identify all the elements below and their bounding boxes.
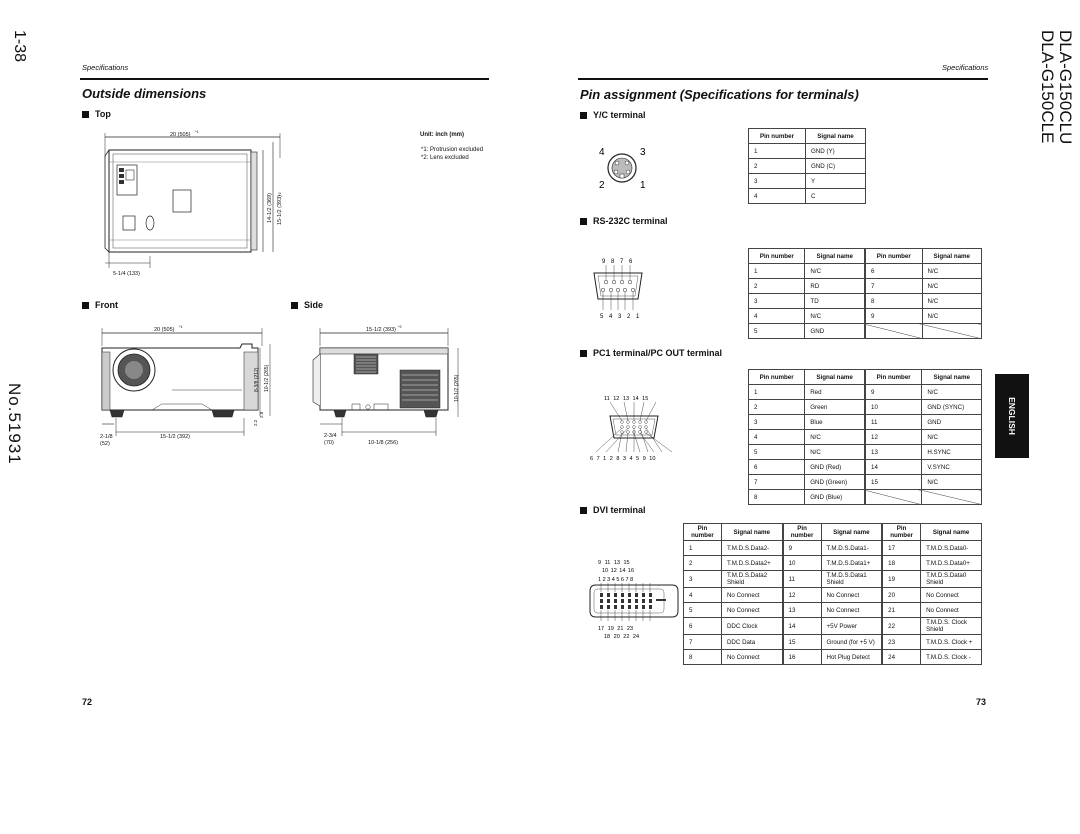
pin-number-cell: 9 [783,541,821,556]
note-protrusion: *1: Protrusion excluded [421,147,484,153]
signal-name-cell [922,490,982,505]
page-reference: 1-38 [11,30,28,63]
left-page-number: 72 [82,697,93,707]
model-name-2: DLA-G150CLE [1038,30,1057,144]
pin-number-cell: 18 [882,556,920,571]
pin-number-cell: 23 [882,635,920,650]
pin-number-cell: 15 [783,635,821,650]
pin-number-cell: 13 [865,445,922,460]
pc1-bottom-pins: 6 7 1 2 8 3 4 5 9 10 [590,456,656,462]
pin-number-cell: 5 [684,603,722,618]
pin-number-cell: 3 [749,174,806,189]
front-view-heading [82,300,118,310]
bullet-square-icon [82,111,89,118]
table-row [684,541,982,556]
front-width-sup: *1 [179,324,183,329]
pc1-connector-diagram [586,392,682,464]
pin-number-cell: 1 [749,144,806,159]
english-language-tab [995,374,1029,458]
signal-name-cell: No Connect [821,603,882,618]
top-width-dim: 20 (505) [170,132,191,138]
pin-number-cell: 4 [749,430,805,445]
table-row [749,279,982,294]
table-row [749,490,982,505]
pin-number-cell: 1 [684,541,722,556]
signal-name-cell: V.SYNC [922,460,982,475]
pin-number-cell: 9 [865,385,922,400]
table-row [749,264,982,279]
dvi-pin-row-4: 17 19 21 23 [598,626,634,632]
signal-name-cell: RD [805,279,865,294]
pc1-label: PC1 terminal/PC OUT terminal [593,348,723,358]
signal-name-cell: N/C [922,309,981,324]
signal-name-cell: No Connect [721,603,782,618]
top-width-sup: *1 [195,129,199,134]
table-header-row [684,524,982,541]
signal-name-cell: T.M.D.S.Data0- [921,541,982,556]
signal-name-cell: N/C [922,294,981,309]
pin-number-cell: 24 [882,650,920,665]
signal-name-cell: GND (SYNC) [922,400,982,415]
signal-name-cell: TD [805,294,865,309]
column-header: Pin number [783,524,821,541]
pin-number-cell: 15 [865,475,922,490]
column-header: Signal name [922,370,982,385]
signal-name-cell: T.M.D.S.Data1- [821,541,882,556]
left-page-title: Outside dimensions [82,86,207,101]
signal-name-cell: H.SYNC [922,445,982,460]
table-row [749,189,866,204]
column-header: Pin number [749,370,805,385]
rs232-top-pins: 9 8 7 6 [602,259,635,265]
pin-number-cell: 19 [882,571,920,588]
signal-name-cell: N/C [922,475,982,490]
pin-number-cell: 4 [749,189,806,204]
yc-pin-table [748,128,866,204]
column-header: Signal name [922,249,981,264]
pin-number-cell: 3 [684,571,722,588]
dvi-pin-table [683,523,982,665]
table-row [684,571,982,588]
table-row [684,603,982,618]
signal-name-cell: GND (C) [805,159,865,174]
front-left-mm: (52) [100,441,110,447]
table-row [749,324,982,339]
pin-number-cell: 7 [865,279,922,294]
pin-number-cell [865,324,922,339]
dvi-pin-row-2: 10 12 14 16 [602,568,635,574]
column-header: Pin number [684,524,722,541]
table-row [749,415,982,430]
table-row [749,309,982,324]
signal-name-cell: C [805,189,865,204]
column-header: Signal name [821,524,882,541]
signal-name-cell: GND [922,415,982,430]
pin-number-cell: 9 [865,309,922,324]
pin-number-cell: 6 [684,618,722,635]
signal-name-cell: T.M.D.S. Clock - [921,650,982,665]
signal-name-cell: GND [805,324,865,339]
pin-number-cell: 14 [783,618,821,635]
signal-name-cell: T.M.D.S.Data0 Shield [921,571,982,588]
signal-name-cell: T.M.D.S.Data0+ [921,556,982,571]
rs232-label: RS-232C terminal [593,216,668,226]
signal-name-cell: T.M.D.S.Data2 Shield [721,571,782,588]
signal-name-cell: GND (Red) [805,460,865,475]
model-name-1: DLA-G150CLU [1056,30,1075,145]
yc-pin-tl: 4 [599,147,605,158]
column-header: Pin number [882,524,920,541]
signal-name-cell: GND (Y) [805,144,865,159]
pin-number-cell: 5 [749,324,805,339]
front-h4-dim: 2.2 [253,419,258,426]
signal-name-cell: DDC Data [721,635,782,650]
column-header: Pin number [865,370,922,385]
yc-pin-br: 1 [640,180,646,191]
signal-name-cell: T.M.D.S.Data2+ [721,556,782,571]
table-row [749,400,982,415]
side-view-drawing [308,320,478,450]
signal-name-cell: N/C [922,385,982,400]
top-depth-sup: *2 [277,192,282,196]
right-page-number: 73 [976,697,987,707]
pin-number-cell: 16 [783,650,821,665]
front-view-drawing [92,320,282,450]
front-h3-dim: 2.8 [259,411,264,418]
pin-number-cell: 6 [749,460,805,475]
pin-number-cell: 10 [865,400,922,415]
signal-name-cell: DDC Clock [721,618,782,635]
bullet-square-icon [580,112,587,119]
pin-number-cell: 1 [749,385,805,400]
signal-name-cell: T.M.D.S.Data1 Shield [821,571,882,588]
table-row [749,385,982,400]
top-view-heading [82,109,111,119]
pin-number-cell: 2 [749,400,805,415]
pc1-heading [580,348,722,358]
rs232-bottom-pins: 5 4 3 2 1 [600,314,642,320]
side-left-mm: (70) [324,440,334,446]
rs232-pin-table [748,248,982,339]
signal-name-cell: No Connect [821,588,882,603]
rs232-connector-diagram [588,255,648,325]
column-header: Signal name [921,524,982,541]
pin-number-cell: 22 [882,618,920,635]
column-header: Signal name [805,249,865,264]
side-width-dim: 15-1/2 (393) [366,327,396,333]
signal-name-cell: N/C [922,430,982,445]
signal-name-cell: GND (Blue) [805,490,865,505]
pin-number-cell: 2 [749,279,805,294]
table-header-row [749,249,982,264]
front-view-label: Front [95,300,118,310]
signal-name-cell: No Connect [921,603,982,618]
signal-name-cell: T.M.D.S.Data1+ [821,556,882,571]
bullet-square-icon [580,350,587,357]
unit-label: Unit: inch (mm) [420,132,464,138]
top-view-label: Top [95,109,111,119]
pin-number-cell: 7 [749,475,805,490]
front-h2-dim: 10-1/2 (265) [264,364,270,392]
dvi-label: DVI terminal [593,505,646,515]
yc-pin-tr: 3 [640,147,646,158]
signal-name-cell: T.M.D.S. Clock Shield [921,618,982,635]
front-left-dim: 2-1/8 [100,434,113,440]
table-row [749,460,982,475]
table-row [749,174,866,189]
front-width-dim: 20 (505) [154,327,175,333]
signal-name-cell: No Connect [721,588,782,603]
table-row [749,159,866,174]
pin-number-cell: 4 [684,588,722,603]
top-depth-b-dim: 15-1/2 (393) [277,195,283,225]
pc1-pin-table [748,369,982,505]
pin-number-cell: 8 [684,650,722,665]
bullet-square-icon [82,302,89,309]
table-row [749,475,982,490]
document-number: No.51931 [5,383,24,465]
dvi-heading [580,505,646,515]
signal-name-cell: T.M.D.S.Data2- [721,541,782,556]
pin-number-cell: 20 [882,588,920,603]
signal-name-cell: +5V Power [821,618,882,635]
signal-name-cell: N/C [805,430,865,445]
pin-number-cell: 14 [865,460,922,475]
side-width-sup: *2 [398,324,402,329]
pin-number-cell: 5 [749,445,805,460]
yc-connector-diagram [596,140,656,196]
left-header-rule [80,78,489,80]
bullet-square-icon [580,218,587,225]
front-h1-dim: 8-3/8 (212) [254,367,260,392]
table-row [749,144,866,159]
pin-number-cell: 3 [749,415,805,430]
signal-name-cell: T.M.D.S. Clock + [921,635,982,650]
model-names [1038,30,1074,144]
table-row [684,556,982,571]
signal-name-cell: N/C [922,264,981,279]
table-row [749,294,982,309]
column-header: Signal name [805,370,865,385]
yc-heading [580,110,646,120]
signal-name-cell: Green [805,400,865,415]
signal-name-cell: Hot Plug Detect [821,650,882,665]
side-view-heading [291,300,323,310]
dvi-connector-diagram [584,555,684,645]
pin-number-cell: 12 [865,430,922,445]
signal-name-cell [922,324,981,339]
english-tab-label: ENGLISH [1007,397,1017,435]
top-view-drawing [95,128,295,288]
front-base-dim: 15-1/2 (392) [160,434,190,440]
signal-name-cell: Ground (for +5 V) [821,635,882,650]
top-depth-a-dim: 14-1/2 (369) [267,193,273,223]
pin-number-cell: 21 [882,603,920,618]
pin-number-cell [865,490,922,505]
column-header: Signal name [721,524,782,541]
right-header-rule [578,78,988,80]
signal-name-cell: No Connect [721,650,782,665]
right-page-title: Pin assignment (Specifications for terminals) [580,87,859,102]
left-running-head: Specifications [82,63,129,72]
table-row [749,430,982,445]
table-header-row [749,370,982,385]
side-height-dim: 10-1/2 (265) [454,374,460,402]
rs232-heading [580,216,668,226]
pc1-top-pins: 11 12 13 14 15 [604,396,649,402]
column-header: Pin number [749,249,805,264]
yc-pin-bl: 2 [599,180,605,191]
pin-number-cell: 6 [865,264,922,279]
signal-name-cell: N/C [805,264,865,279]
signal-name-cell: N/C [805,445,865,460]
pin-number-cell: 2 [684,556,722,571]
pin-number-cell: 1 [749,264,805,279]
signal-name-cell: GND (Green) [805,475,865,490]
pin-number-cell: 4 [749,309,805,324]
pin-number-cell: 13 [783,603,821,618]
signal-name-cell: Red [805,385,865,400]
pin-number-cell: 8 [865,294,922,309]
signal-name-cell: Y [805,174,865,189]
dvi-pin-row-5: 18 20 22 24 [604,634,640,640]
side-base-dim: 10-1/8 (256) [368,440,398,446]
pin-number-cell: 2 [749,159,806,174]
pin-number-cell: 8 [749,490,805,505]
bullet-square-icon [580,507,587,514]
signal-name-cell: N/C [805,309,865,324]
pin-number-cell: 7 [684,635,722,650]
table-row [684,650,982,665]
table-row [684,618,982,635]
table-row [749,445,982,460]
bullet-square-icon [291,302,298,309]
right-running-head: Specifications [942,63,989,72]
column-header: Signal name [805,129,865,144]
column-header: Pin number [865,249,922,264]
yc-label: Y/C terminal [593,110,646,120]
signal-name-cell: Blue [805,415,865,430]
pin-number-cell: 10 [783,556,821,571]
pin-number-cell: 11 [783,571,821,588]
column-header: Pin number [749,129,806,144]
pin-number-cell: 12 [783,588,821,603]
table-row [684,588,982,603]
side-view-label: Side [304,300,324,310]
table-header-row [749,129,866,144]
dvi-pin-row-1: 9 11 13 15 [598,560,630,566]
table-row [684,635,982,650]
signal-name-cell: N/C [922,279,981,294]
dvi-pin-row-3: 1 2 3 4 5 6 7 8 [598,577,634,583]
signal-name-cell: No Connect [921,588,982,603]
pin-number-cell: 3 [749,294,805,309]
side-left-dim: 2-3/4 [324,433,337,439]
pin-number-cell: 11 [865,415,922,430]
top-offset-dim: 5-1/4 (133) [113,271,140,277]
note-lens: *2: Lens excluded [421,155,469,161]
pin-number-cell: 17 [882,541,920,556]
